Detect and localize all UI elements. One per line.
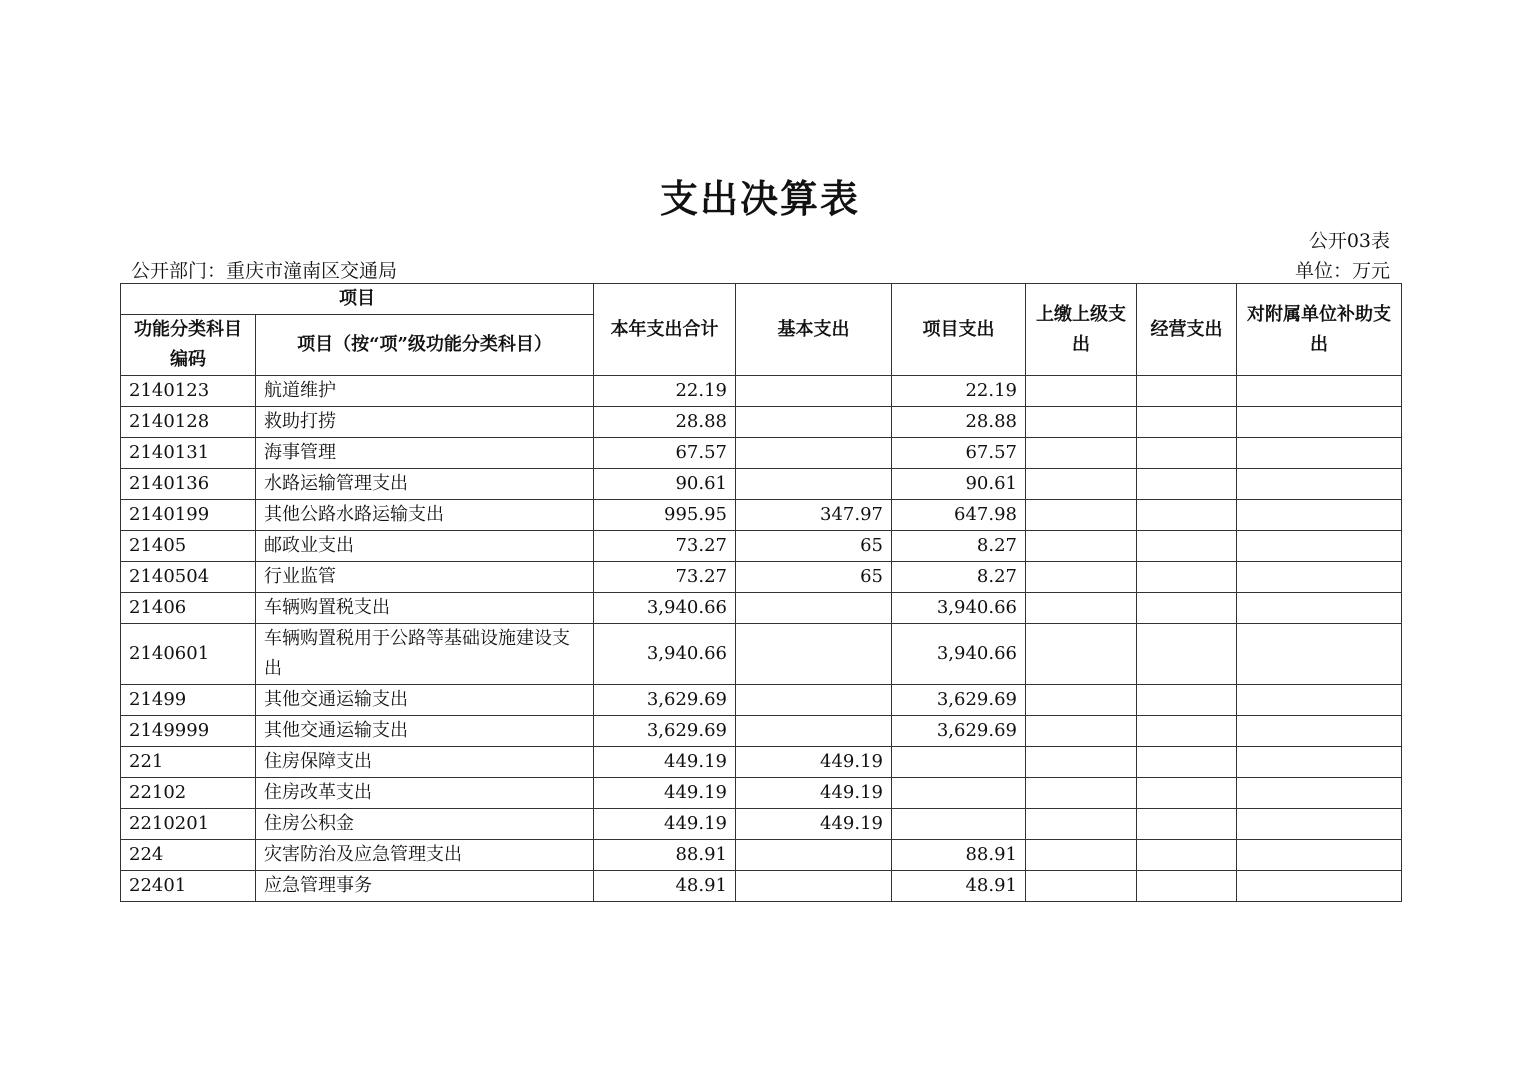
table-row [121,500,1402,531]
expenditure-table [120,283,1402,902]
cell-upper [1026,438,1137,469]
header-business: 经营支出 [1137,284,1237,376]
cell-name: 行业监管 [256,562,594,593]
cell-total: 73.27 [594,562,736,593]
cell-code: 2140123 [121,376,256,407]
cell-business [1137,593,1237,624]
table-row [121,624,1402,685]
cell-project [892,747,1026,778]
cell-name: 车辆购置税用于公路等基础设施建设支出 [256,624,594,685]
cell-total: 995.95 [594,500,736,531]
cell-upper [1026,624,1137,685]
cell-basic: 449.19 [736,747,892,778]
cell-total: 3,629.69 [594,716,736,747]
cell-subsidy [1237,778,1402,809]
cell-name: 其他交通运输支出 [256,685,594,716]
table-row [121,685,1402,716]
cell-name: 车辆购置税支出 [256,593,594,624]
cell-business [1137,469,1237,500]
cell-basic [736,469,892,500]
cell-upper [1026,840,1137,871]
cell-upper [1026,531,1137,562]
table-row [121,840,1402,871]
cell-basic [736,685,892,716]
cell-business [1137,624,1237,685]
cell-code: 2149999 [121,716,256,747]
cell-subsidy [1237,531,1402,562]
cell-upper [1026,407,1137,438]
cell-upper [1026,685,1137,716]
cell-business [1137,562,1237,593]
cell-business [1137,438,1237,469]
cell-business [1137,376,1237,407]
cell-project: 28.88 [892,407,1026,438]
table-row [121,438,1402,469]
header-basic: 基本支出 [736,284,892,376]
cell-upper [1026,500,1137,531]
cell-business [1137,778,1237,809]
cell-subsidy [1237,716,1402,747]
cell-upper [1026,778,1137,809]
cell-subsidy [1237,685,1402,716]
cell-name: 应急管理事务 [256,871,594,902]
cell-project: 48.91 [892,871,1026,902]
cell-basic: 65 [736,562,892,593]
header-item-group: 项目 [121,284,594,315]
cell-name: 救助打捞 [256,407,594,438]
cell-project: 88.91 [892,840,1026,871]
header-name: 项目（按“项”级功能分类科目） [256,315,594,376]
cell-code: 2140601 [121,624,256,685]
cell-upper [1026,376,1137,407]
cell-project: 3,629.69 [892,685,1026,716]
cell-subsidy [1237,593,1402,624]
cell-code: 21406 [121,593,256,624]
cell-basic [736,593,892,624]
header-upper: 上缴上级支出 [1026,284,1137,376]
table-row [121,531,1402,562]
cell-business [1137,840,1237,871]
table-row [121,376,1402,407]
cell-name: 其他公路水路运输支出 [256,500,594,531]
cell-name: 邮政业支出 [256,531,594,562]
page-title: 支出决算表 [659,176,860,221]
header-project: 项目支出 [892,284,1026,376]
cell-code: 2140199 [121,500,256,531]
table-row [121,593,1402,624]
cell-code: 2140131 [121,438,256,469]
cell-name: 住房公积金 [256,809,594,840]
cell-code: 221 [121,747,256,778]
cell-name: 住房保障支出 [256,747,594,778]
cell-business [1137,716,1237,747]
cell-code: 2140128 [121,407,256,438]
cell-code: 2210201 [121,809,256,840]
cell-total: 88.91 [594,840,736,871]
cell-upper [1026,562,1137,593]
cell-business [1137,531,1237,562]
cell-project: 3,629.69 [892,716,1026,747]
cell-upper [1026,809,1137,840]
cell-subsidy [1237,376,1402,407]
cell-name: 航道维护 [256,376,594,407]
cell-project: 22.19 [892,376,1026,407]
cell-business [1137,871,1237,902]
cell-total: 73.27 [594,531,736,562]
cell-project: 3,940.66 [892,624,1026,685]
cell-subsidy [1237,809,1402,840]
table-row [121,778,1402,809]
cell-basic: 65 [736,531,892,562]
table-body [121,376,1402,902]
cell-subsidy [1237,407,1402,438]
cell-basic [736,840,892,871]
cell-basic: 449.19 [736,809,892,840]
table-row [121,871,1402,902]
cell-name: 住房改革支出 [256,778,594,809]
cell-basic: 347.97 [736,500,892,531]
cell-total: 449.19 [594,747,736,778]
cell-upper [1026,469,1137,500]
cell-total: 48.91 [594,871,736,902]
cell-code: 224 [121,840,256,871]
cell-basic [736,716,892,747]
cell-subsidy [1237,840,1402,871]
cell-total: 3,629.69 [594,685,736,716]
cell-code: 2140136 [121,469,256,500]
cell-basic [736,407,892,438]
table-row [121,747,1402,778]
form-number: 公开03表 [1308,230,1390,252]
cell-business [1137,685,1237,716]
cell-basic: 449.19 [736,778,892,809]
cell-total: 3,940.66 [594,624,736,685]
cell-total: 90.61 [594,469,736,500]
cell-business [1137,809,1237,840]
cell-project: 8.27 [892,562,1026,593]
header-code: 功能分类科目编码 [121,315,256,376]
cell-name: 灾害防治及应急管理支出 [256,840,594,871]
cell-project [892,778,1026,809]
table-row [121,469,1402,500]
cell-name: 海事管理 [256,438,594,469]
cell-project: 90.61 [892,469,1026,500]
cell-code: 2140504 [121,562,256,593]
cell-code: 21405 [121,531,256,562]
cell-code: 22102 [121,778,256,809]
table-row [121,407,1402,438]
table-row [121,562,1402,593]
cell-basic [736,438,892,469]
header-total: 本年支出合计 [594,284,736,376]
cell-business [1137,407,1237,438]
cell-total: 3,940.66 [594,593,736,624]
unit-label: 单位：万元 [1294,260,1390,282]
cell-basic [736,871,892,902]
cell-name: 其他交通运输支出 [256,716,594,747]
cell-project: 67.57 [892,438,1026,469]
cell-upper [1026,747,1137,778]
cell-basic [736,624,892,685]
cell-total: 67.57 [594,438,736,469]
cell-upper [1026,716,1137,747]
cell-subsidy [1237,500,1402,531]
cell-subsidy [1237,747,1402,778]
cell-business [1137,500,1237,531]
cell-project: 647.98 [892,500,1026,531]
cell-basic [736,376,892,407]
header-subsidy: 对附属单位补助支出 [1237,284,1402,376]
cell-code: 21499 [121,685,256,716]
cell-business [1137,747,1237,778]
cell-subsidy [1237,871,1402,902]
cell-name: 水路运输管理支出 [256,469,594,500]
cell-upper [1026,593,1137,624]
cell-subsidy [1237,469,1402,500]
cell-project: 3,940.66 [892,593,1026,624]
cell-subsidy [1237,562,1402,593]
cell-total: 449.19 [594,778,736,809]
cell-upper [1026,871,1137,902]
cell-project: 8.27 [892,531,1026,562]
table-row [121,809,1402,840]
cell-project [892,809,1026,840]
cell-total: 28.88 [594,407,736,438]
department-label: 公开部门：重庆市潼南区交通局 [131,260,398,282]
table-row [121,716,1402,747]
cell-total: 22.19 [594,376,736,407]
cell-total: 449.19 [594,809,736,840]
cell-code: 22401 [121,871,256,902]
cell-subsidy [1237,438,1402,469]
cell-subsidy [1237,624,1402,685]
